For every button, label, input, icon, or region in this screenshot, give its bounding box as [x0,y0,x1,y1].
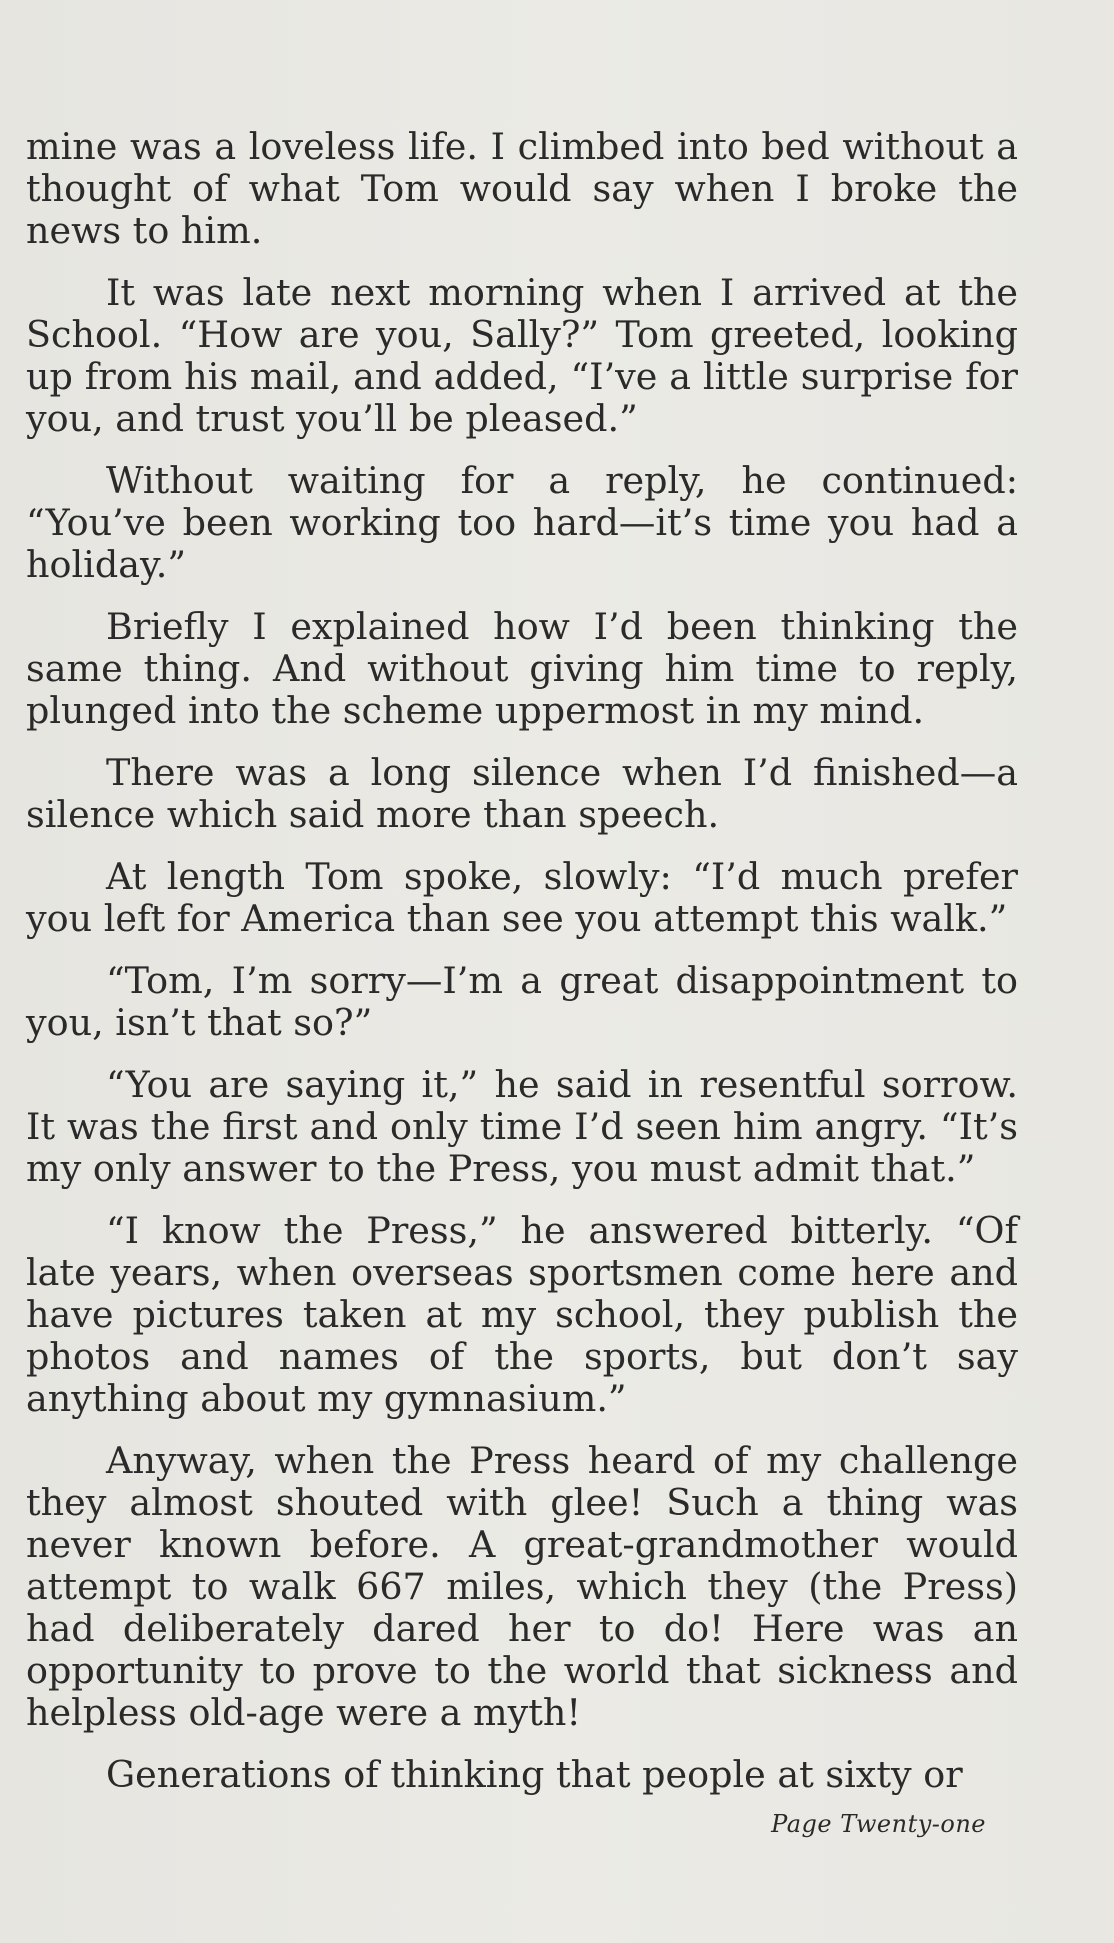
paragraph-2: It was late next morning when I arrived at the School. “How are you, Sally?” Tom greeted, looking up from his mail, and added, “I’ve a little surprise for you, and trust you’ll be pleased.” [26,271,1018,440]
paragraph-1: mine was a loveless life. I climbed into bed without a thought of what Tom would say when I broke the news to him. [26,125,1018,252]
paragraph-4: Briefly I explained how I’d been thinking the same thing. And without giving him time to reply, plunged into the scheme uppermost in my mind. [26,605,1018,732]
paragraph-8: “You are saying it,” he said in resentful sorrow. It was the first and only time I’d seen him angry. “It’s my only answer to the Press, you must admit that.” [26,1063,1018,1190]
paragraph-6: At length Tom spoke, slowly: “I’d much prefer you left for America than see you attempt this walk.” [26,855,1018,940]
body-text [26,126,1018,1816]
paragraph-11: Generations of thinking that people at sixty or [106,1753,963,1796]
paragraph-9: “I know the Press,” he answered bitterly. “Of late years, when overseas sportsmen come here and have pictures taken at my school, they publish the photos and names of the sports, but don’t say anything about my gymnasium.” [26,1209,1018,1420]
paragraph-10: Anyway, when the Press heard of my challenge they almost shouted with glee! Such a thing was never known before. A great-grandmother would attempt to walk 667 miles, which they (the Press) had deliberately dared her to do! Here was an opportunity to prove to the world that sickness and helpless old-age were a myth! [26,1439,1018,1734]
paragraph-7: “Tom, I’m sorry—I’m a great disappointment to you, isn’t that so?” [26,959,1018,1044]
paragraph-5: There was a long silence when I’d finished—a silence which said more than speech. [26,751,1018,836]
paragraph-3: Without waiting for a reply, he continued: “You’ve been working too hard—it’s time you had a holiday.” [26,459,1018,586]
page-number: Page Twenty-one [771,1810,986,1838]
